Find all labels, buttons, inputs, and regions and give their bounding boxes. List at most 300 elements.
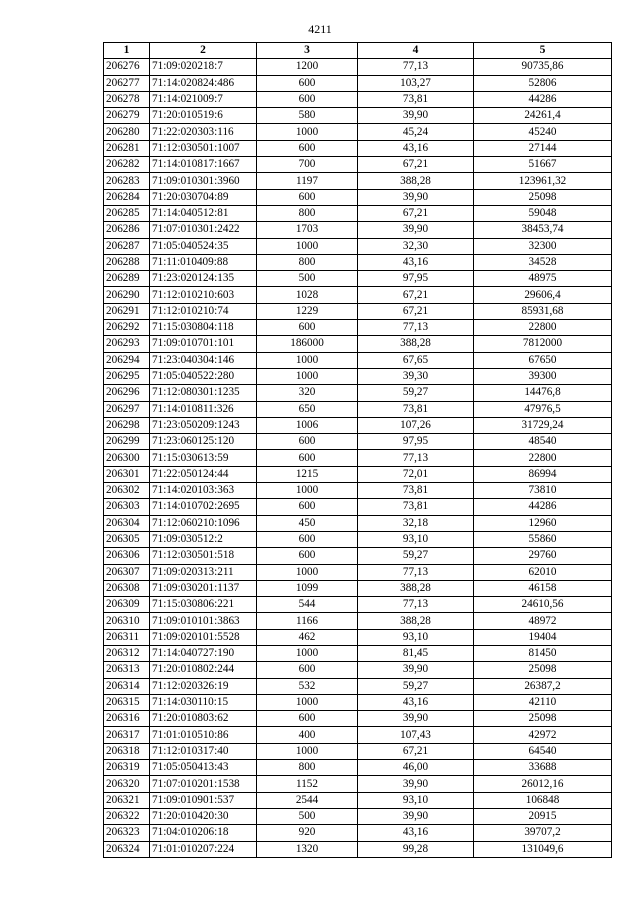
table-row bbox=[104, 597, 612, 613]
record-number-cell: 206296 bbox=[104, 385, 150, 401]
rate-cell: 73,81 bbox=[358, 499, 474, 515]
rate-cell: 103,27 bbox=[358, 75, 474, 91]
cadastral-number-cell: 71:05:040524:35 bbox=[150, 238, 257, 254]
table-row bbox=[104, 75, 612, 91]
rate-cell: 39,90 bbox=[358, 108, 474, 124]
table-row bbox=[104, 629, 612, 645]
area-cell: 600 bbox=[257, 711, 358, 727]
value-cell: 26012,16 bbox=[474, 776, 612, 792]
table-row bbox=[104, 320, 612, 336]
record-number-cell: 206320 bbox=[104, 776, 150, 792]
table-body bbox=[104, 59, 612, 858]
cadastral-number-cell: 71:23:040304:146 bbox=[150, 352, 257, 368]
cadastral-number-cell: 71:09:010701:101 bbox=[150, 336, 257, 352]
rate-cell: 388,28 bbox=[358, 580, 474, 596]
area-cell: 1000 bbox=[257, 124, 358, 140]
cadastral-number-cell: 71:12:020326:19 bbox=[150, 678, 257, 694]
record-number-cell: 206288 bbox=[104, 254, 150, 270]
cadastral-number-cell: 71:20:010420:30 bbox=[150, 808, 257, 824]
value-cell: 123961,32 bbox=[474, 173, 612, 189]
table-row bbox=[104, 678, 612, 694]
table-row bbox=[104, 743, 612, 759]
rate-cell: 81,45 bbox=[358, 645, 474, 661]
cadastral-number-cell: 71:14:021009:7 bbox=[150, 91, 257, 107]
value-cell: 25098 bbox=[474, 711, 612, 727]
record-number-cell: 206319 bbox=[104, 760, 150, 776]
value-cell: 26387,2 bbox=[474, 678, 612, 694]
rate-cell: 39,90 bbox=[358, 662, 474, 678]
cadastral-number-cell: 71:14:030110:15 bbox=[150, 694, 257, 710]
area-cell: 1000 bbox=[257, 645, 358, 661]
cadastral-number-cell: 71:14:040512:81 bbox=[150, 205, 257, 221]
rate-cell: 43,16 bbox=[358, 694, 474, 710]
record-number-cell: 206287 bbox=[104, 238, 150, 254]
area-cell: 1152 bbox=[257, 776, 358, 792]
table-row bbox=[104, 841, 612, 857]
area-cell: 800 bbox=[257, 254, 358, 270]
value-cell: 25098 bbox=[474, 662, 612, 678]
table-row bbox=[104, 238, 612, 254]
cadastral-number-cell: 71:14:010702:2695 bbox=[150, 499, 257, 515]
rate-cell: 39,90 bbox=[358, 711, 474, 727]
record-number-cell: 206321 bbox=[104, 792, 150, 808]
table-row bbox=[104, 303, 612, 319]
record-number-cell: 206283 bbox=[104, 173, 150, 189]
cadastral-number-cell: 71:05:040522:280 bbox=[150, 368, 257, 384]
table-row bbox=[104, 548, 612, 564]
cadastral-number-cell: 71:15:030613:59 bbox=[150, 450, 257, 466]
rate-cell: 46,00 bbox=[358, 760, 474, 776]
value-cell: 73810 bbox=[474, 483, 612, 499]
cadastral-number-cell: 71:14:010811:326 bbox=[150, 401, 257, 417]
page-number: 4211 bbox=[308, 22, 332, 36]
area-cell: 600 bbox=[257, 75, 358, 91]
record-number-cell: 206282 bbox=[104, 157, 150, 173]
rate-cell: 45,24 bbox=[358, 124, 474, 140]
value-cell: 29606,4 bbox=[474, 287, 612, 303]
record-number-cell: 206278 bbox=[104, 91, 150, 107]
value-cell: 7812000 bbox=[474, 336, 612, 352]
record-number-cell: 206322 bbox=[104, 808, 150, 824]
rate-cell: 39,90 bbox=[358, 808, 474, 824]
rate-cell: 39,30 bbox=[358, 368, 474, 384]
rate-cell: 67,65 bbox=[358, 352, 474, 368]
value-cell: 64540 bbox=[474, 743, 612, 759]
value-cell: 22800 bbox=[474, 450, 612, 466]
cadastral-number-cell: 71:09:020101:5528 bbox=[150, 629, 257, 645]
cadastral-number-cell: 71:11:010409:88 bbox=[150, 254, 257, 270]
area-cell: 600 bbox=[257, 320, 358, 336]
area-cell: 1000 bbox=[257, 352, 358, 368]
rate-cell: 67,21 bbox=[358, 303, 474, 319]
value-cell: 32300 bbox=[474, 238, 612, 254]
table-row bbox=[104, 336, 612, 352]
table-row bbox=[104, 222, 612, 238]
table-row bbox=[104, 808, 612, 824]
area-cell: 1000 bbox=[257, 368, 358, 384]
rate-cell: 67,21 bbox=[358, 743, 474, 759]
cadastral-number-cell: 71:20:010519:6 bbox=[150, 108, 257, 124]
cadastral-number-cell: 71:14:040727:190 bbox=[150, 645, 257, 661]
header-row bbox=[104, 43, 612, 59]
table-row bbox=[104, 694, 612, 710]
area-cell: 320 bbox=[257, 385, 358, 401]
rate-cell: 67,21 bbox=[358, 287, 474, 303]
cadastral-number-cell: 71:09:010301:3960 bbox=[150, 173, 257, 189]
value-cell: 48540 bbox=[474, 434, 612, 450]
rate-cell: 39,90 bbox=[358, 189, 474, 205]
value-cell: 47976,5 bbox=[474, 401, 612, 417]
record-number-cell: 206281 bbox=[104, 140, 150, 156]
record-number-cell: 206286 bbox=[104, 222, 150, 238]
rate-cell: 388,28 bbox=[358, 613, 474, 629]
record-number-cell: 206290 bbox=[104, 287, 150, 303]
record-number-cell: 206309 bbox=[104, 597, 150, 613]
table-row bbox=[104, 352, 612, 368]
value-cell: 14476,8 bbox=[474, 385, 612, 401]
area-cell: 600 bbox=[257, 434, 358, 450]
area-cell: 1000 bbox=[257, 694, 358, 710]
registry-table bbox=[103, 42, 612, 858]
value-cell: 19404 bbox=[474, 629, 612, 645]
area-cell: 186000 bbox=[257, 336, 358, 352]
column-header-2: 2 bbox=[150, 43, 257, 59]
rate-cell: 43,16 bbox=[358, 825, 474, 841]
record-number-cell: 206312 bbox=[104, 645, 150, 661]
value-cell: 20915 bbox=[474, 808, 612, 824]
table-row bbox=[104, 254, 612, 270]
value-cell: 24261,4 bbox=[474, 108, 612, 124]
table-row bbox=[104, 417, 612, 433]
cadastral-number-cell: 71:12:060210:1096 bbox=[150, 515, 257, 531]
table-row bbox=[104, 483, 612, 499]
table-row bbox=[104, 271, 612, 287]
table-row bbox=[104, 205, 612, 221]
area-cell: 1028 bbox=[257, 287, 358, 303]
rate-cell: 77,13 bbox=[358, 564, 474, 580]
rate-cell: 39,90 bbox=[358, 222, 474, 238]
cadastral-number-cell: 71:01:010207:224 bbox=[150, 841, 257, 857]
rate-cell: 43,16 bbox=[358, 254, 474, 270]
value-cell: 59048 bbox=[474, 205, 612, 221]
table-row bbox=[104, 711, 612, 727]
table-row bbox=[104, 564, 612, 580]
area-cell: 650 bbox=[257, 401, 358, 417]
value-cell: 48972 bbox=[474, 613, 612, 629]
record-number-cell: 206298 bbox=[104, 417, 150, 433]
area-cell: 1200 bbox=[257, 59, 358, 75]
table-row bbox=[104, 59, 612, 75]
area-cell: 1000 bbox=[257, 743, 358, 759]
table-row bbox=[104, 173, 612, 189]
area-cell: 600 bbox=[257, 662, 358, 678]
rate-cell: 59,27 bbox=[358, 678, 474, 694]
record-number-cell: 206315 bbox=[104, 694, 150, 710]
record-number-cell: 206285 bbox=[104, 205, 150, 221]
cadastral-number-cell: 71:05:050413:43 bbox=[150, 760, 257, 776]
table-row bbox=[104, 385, 612, 401]
area-cell: 450 bbox=[257, 515, 358, 531]
area-cell: 500 bbox=[257, 271, 358, 287]
value-cell: 12960 bbox=[474, 515, 612, 531]
record-number-cell: 206276 bbox=[104, 59, 150, 75]
area-cell: 1703 bbox=[257, 222, 358, 238]
table-row bbox=[104, 580, 612, 596]
cadastral-number-cell: 71:23:050209:1243 bbox=[150, 417, 257, 433]
cadastral-number-cell: 71:12:030501:518 bbox=[150, 548, 257, 564]
rate-cell: 77,13 bbox=[358, 320, 474, 336]
area-cell: 600 bbox=[257, 140, 358, 156]
cadastral-number-cell: 71:12:010210:603 bbox=[150, 287, 257, 303]
rate-cell: 388,28 bbox=[358, 173, 474, 189]
area-cell: 1000 bbox=[257, 238, 358, 254]
record-number-cell: 206303 bbox=[104, 499, 150, 515]
area-cell: 1229 bbox=[257, 303, 358, 319]
table-row bbox=[104, 108, 612, 124]
column-header-3: 3 bbox=[257, 43, 358, 59]
rate-cell: 73,81 bbox=[358, 401, 474, 417]
area-cell: 800 bbox=[257, 205, 358, 221]
rate-cell: 43,16 bbox=[358, 140, 474, 156]
area-cell: 532 bbox=[257, 678, 358, 694]
cadastral-number-cell: 71:14:010817:1667 bbox=[150, 157, 257, 173]
record-number-cell: 206302 bbox=[104, 483, 150, 499]
rate-cell: 32,30 bbox=[358, 238, 474, 254]
cadastral-number-cell: 71:12:010210:74 bbox=[150, 303, 257, 319]
cadastral-number-cell: 71:22:050124:44 bbox=[150, 466, 257, 482]
area-cell: 1099 bbox=[257, 580, 358, 596]
table-row bbox=[104, 189, 612, 205]
value-cell: 42110 bbox=[474, 694, 612, 710]
cadastral-number-cell: 71:07:010301:2422 bbox=[150, 222, 257, 238]
cadastral-number-cell: 71:20:010803:62 bbox=[150, 711, 257, 727]
value-cell: 48975 bbox=[474, 271, 612, 287]
table-row bbox=[104, 450, 612, 466]
record-number-cell: 206291 bbox=[104, 303, 150, 319]
table-row bbox=[104, 401, 612, 417]
area-cell: 500 bbox=[257, 808, 358, 824]
cadastral-number-cell: 71:22:020303:116 bbox=[150, 124, 257, 140]
table-row bbox=[104, 645, 612, 661]
value-cell: 44286 bbox=[474, 499, 612, 515]
area-cell: 1000 bbox=[257, 564, 358, 580]
rate-cell: 99,28 bbox=[358, 841, 474, 857]
record-number-cell: 206316 bbox=[104, 711, 150, 727]
cadastral-number-cell: 71:14:020103:363 bbox=[150, 483, 257, 499]
area-cell: 700 bbox=[257, 157, 358, 173]
table-row bbox=[104, 91, 612, 107]
table-row bbox=[104, 760, 612, 776]
value-cell: 39300 bbox=[474, 368, 612, 384]
record-number-cell: 206293 bbox=[104, 336, 150, 352]
cadastral-number-cell: 71:07:010201:1538 bbox=[150, 776, 257, 792]
record-number-cell: 206307 bbox=[104, 564, 150, 580]
cadastral-number-cell: 71:12:080301:1235 bbox=[150, 385, 257, 401]
table-row bbox=[104, 140, 612, 156]
value-cell: 67650 bbox=[474, 352, 612, 368]
area-cell: 600 bbox=[257, 499, 358, 515]
value-cell: 55860 bbox=[474, 531, 612, 547]
record-number-cell: 206314 bbox=[104, 678, 150, 694]
cadastral-number-cell: 71:12:010317:40 bbox=[150, 743, 257, 759]
record-number-cell: 206318 bbox=[104, 743, 150, 759]
value-cell: 27144 bbox=[474, 140, 612, 156]
rate-cell: 77,13 bbox=[358, 597, 474, 613]
cadastral-number-cell: 71:04:010206:18 bbox=[150, 825, 257, 841]
value-cell: 81450 bbox=[474, 645, 612, 661]
value-cell: 51667 bbox=[474, 157, 612, 173]
cadastral-number-cell: 71:14:020824:486 bbox=[150, 75, 257, 91]
rate-cell: 77,13 bbox=[358, 59, 474, 75]
rate-cell: 97,95 bbox=[358, 271, 474, 287]
rate-cell: 93,10 bbox=[358, 531, 474, 547]
value-cell: 33688 bbox=[474, 760, 612, 776]
table-row bbox=[104, 124, 612, 140]
area-cell: 462 bbox=[257, 629, 358, 645]
value-cell: 42972 bbox=[474, 727, 612, 743]
area-cell: 1197 bbox=[257, 173, 358, 189]
value-cell: 52806 bbox=[474, 75, 612, 91]
record-number-cell: 206301 bbox=[104, 466, 150, 482]
rate-cell: 93,10 bbox=[358, 792, 474, 808]
rate-cell: 67,21 bbox=[358, 205, 474, 221]
table-row bbox=[104, 792, 612, 808]
table-row bbox=[104, 825, 612, 841]
area-cell: 600 bbox=[257, 91, 358, 107]
value-cell: 39707,2 bbox=[474, 825, 612, 841]
record-number-cell: 206311 bbox=[104, 629, 150, 645]
record-number-cell: 206292 bbox=[104, 320, 150, 336]
cadastral-number-cell: 71:09:030201:1137 bbox=[150, 580, 257, 596]
value-cell: 45240 bbox=[474, 124, 612, 140]
record-number-cell: 206313 bbox=[104, 662, 150, 678]
area-cell: 1166 bbox=[257, 613, 358, 629]
area-cell: 580 bbox=[257, 108, 358, 124]
area-cell: 2544 bbox=[257, 792, 358, 808]
area-cell: 600 bbox=[257, 548, 358, 564]
rate-cell: 72,01 bbox=[358, 466, 474, 482]
record-number-cell: 206299 bbox=[104, 434, 150, 450]
cadastral-number-cell: 71:09:010901:537 bbox=[150, 792, 257, 808]
rate-cell: 73,81 bbox=[358, 483, 474, 499]
cadastral-number-cell: 71:09:010101:3863 bbox=[150, 613, 257, 629]
area-cell: 544 bbox=[257, 597, 358, 613]
cadastral-number-cell: 71:15:030806:221 bbox=[150, 597, 257, 613]
value-cell: 22800 bbox=[474, 320, 612, 336]
record-number-cell: 206284 bbox=[104, 189, 150, 205]
cadastral-number-cell: 71:15:030804:118 bbox=[150, 320, 257, 336]
table-row bbox=[104, 776, 612, 792]
value-cell: 131049,6 bbox=[474, 841, 612, 857]
cadastral-number-cell: 71:09:020313:211 bbox=[150, 564, 257, 580]
rate-cell: 107,26 bbox=[358, 417, 474, 433]
area-cell: 800 bbox=[257, 760, 358, 776]
table-row bbox=[104, 613, 612, 629]
rate-cell: 32,18 bbox=[358, 515, 474, 531]
record-number-cell: 206304 bbox=[104, 515, 150, 531]
cadastral-number-cell: 71:09:030512:2 bbox=[150, 531, 257, 547]
record-number-cell: 206324 bbox=[104, 841, 150, 857]
value-cell: 90735,86 bbox=[474, 59, 612, 75]
value-cell: 86994 bbox=[474, 466, 612, 482]
column-header-1: 1 bbox=[104, 43, 150, 59]
cadastral-number-cell: 71:23:020124:135 bbox=[150, 271, 257, 287]
record-number-cell: 206300 bbox=[104, 450, 150, 466]
table-row bbox=[104, 662, 612, 678]
cadastral-number-cell: 71:09:020218:7 bbox=[150, 59, 257, 75]
rate-cell: 39,90 bbox=[358, 776, 474, 792]
area-cell: 1215 bbox=[257, 466, 358, 482]
column-header-5: 5 bbox=[474, 43, 612, 59]
value-cell: 38453,74 bbox=[474, 222, 612, 238]
value-cell: 31729,24 bbox=[474, 417, 612, 433]
table-row bbox=[104, 368, 612, 384]
rate-cell: 59,27 bbox=[358, 385, 474, 401]
value-cell: 62010 bbox=[474, 564, 612, 580]
area-cell: 1320 bbox=[257, 841, 358, 857]
rate-cell: 107,43 bbox=[358, 727, 474, 743]
record-number-cell: 206295 bbox=[104, 368, 150, 384]
rate-cell: 67,21 bbox=[358, 157, 474, 173]
cadastral-number-cell: 71:12:030501:1007 bbox=[150, 140, 257, 156]
value-cell: 85931,68 bbox=[474, 303, 612, 319]
record-number-cell: 206280 bbox=[104, 124, 150, 140]
area-cell: 920 bbox=[257, 825, 358, 841]
rate-cell: 77,13 bbox=[358, 450, 474, 466]
record-number-cell: 206279 bbox=[104, 108, 150, 124]
cadastral-number-cell: 71:20:010802:244 bbox=[150, 662, 257, 678]
value-cell: 34528 bbox=[474, 254, 612, 270]
cadastral-number-cell: 71:20:030704:89 bbox=[150, 189, 257, 205]
record-number-cell: 206294 bbox=[104, 352, 150, 368]
area-cell: 600 bbox=[257, 189, 358, 205]
value-cell: 24610,56 bbox=[474, 597, 612, 613]
record-number-cell: 206310 bbox=[104, 613, 150, 629]
table-row bbox=[104, 727, 612, 743]
cadastral-number-cell: 71:01:010510:86 bbox=[150, 727, 257, 743]
value-cell: 25098 bbox=[474, 189, 612, 205]
table-row bbox=[104, 434, 612, 450]
rate-cell: 73,81 bbox=[358, 91, 474, 107]
record-number-cell: 206323 bbox=[104, 825, 150, 841]
record-number-cell: 206289 bbox=[104, 271, 150, 287]
record-number-cell: 206317 bbox=[104, 727, 150, 743]
rate-cell: 59,27 bbox=[358, 548, 474, 564]
column-header-4: 4 bbox=[358, 43, 474, 59]
rate-cell: 93,10 bbox=[358, 629, 474, 645]
table-row bbox=[104, 531, 612, 547]
table-row bbox=[104, 287, 612, 303]
area-cell: 1000 bbox=[257, 483, 358, 499]
record-number-cell: 206277 bbox=[104, 75, 150, 91]
table-row bbox=[104, 157, 612, 173]
table-row bbox=[104, 466, 612, 482]
area-cell: 1006 bbox=[257, 417, 358, 433]
table-row bbox=[104, 515, 612, 531]
record-number-cell: 206305 bbox=[104, 531, 150, 547]
value-cell: 46158 bbox=[474, 580, 612, 596]
record-number-cell: 206297 bbox=[104, 401, 150, 417]
record-number-cell: 206308 bbox=[104, 580, 150, 596]
area-cell: 600 bbox=[257, 531, 358, 547]
area-cell: 600 bbox=[257, 450, 358, 466]
area-cell: 400 bbox=[257, 727, 358, 743]
record-number-cell: 206306 bbox=[104, 548, 150, 564]
cadastral-number-cell: 71:23:060125:120 bbox=[150, 434, 257, 450]
value-cell: 106848 bbox=[474, 792, 612, 808]
table-row bbox=[104, 499, 612, 515]
rate-cell: 97,95 bbox=[358, 434, 474, 450]
